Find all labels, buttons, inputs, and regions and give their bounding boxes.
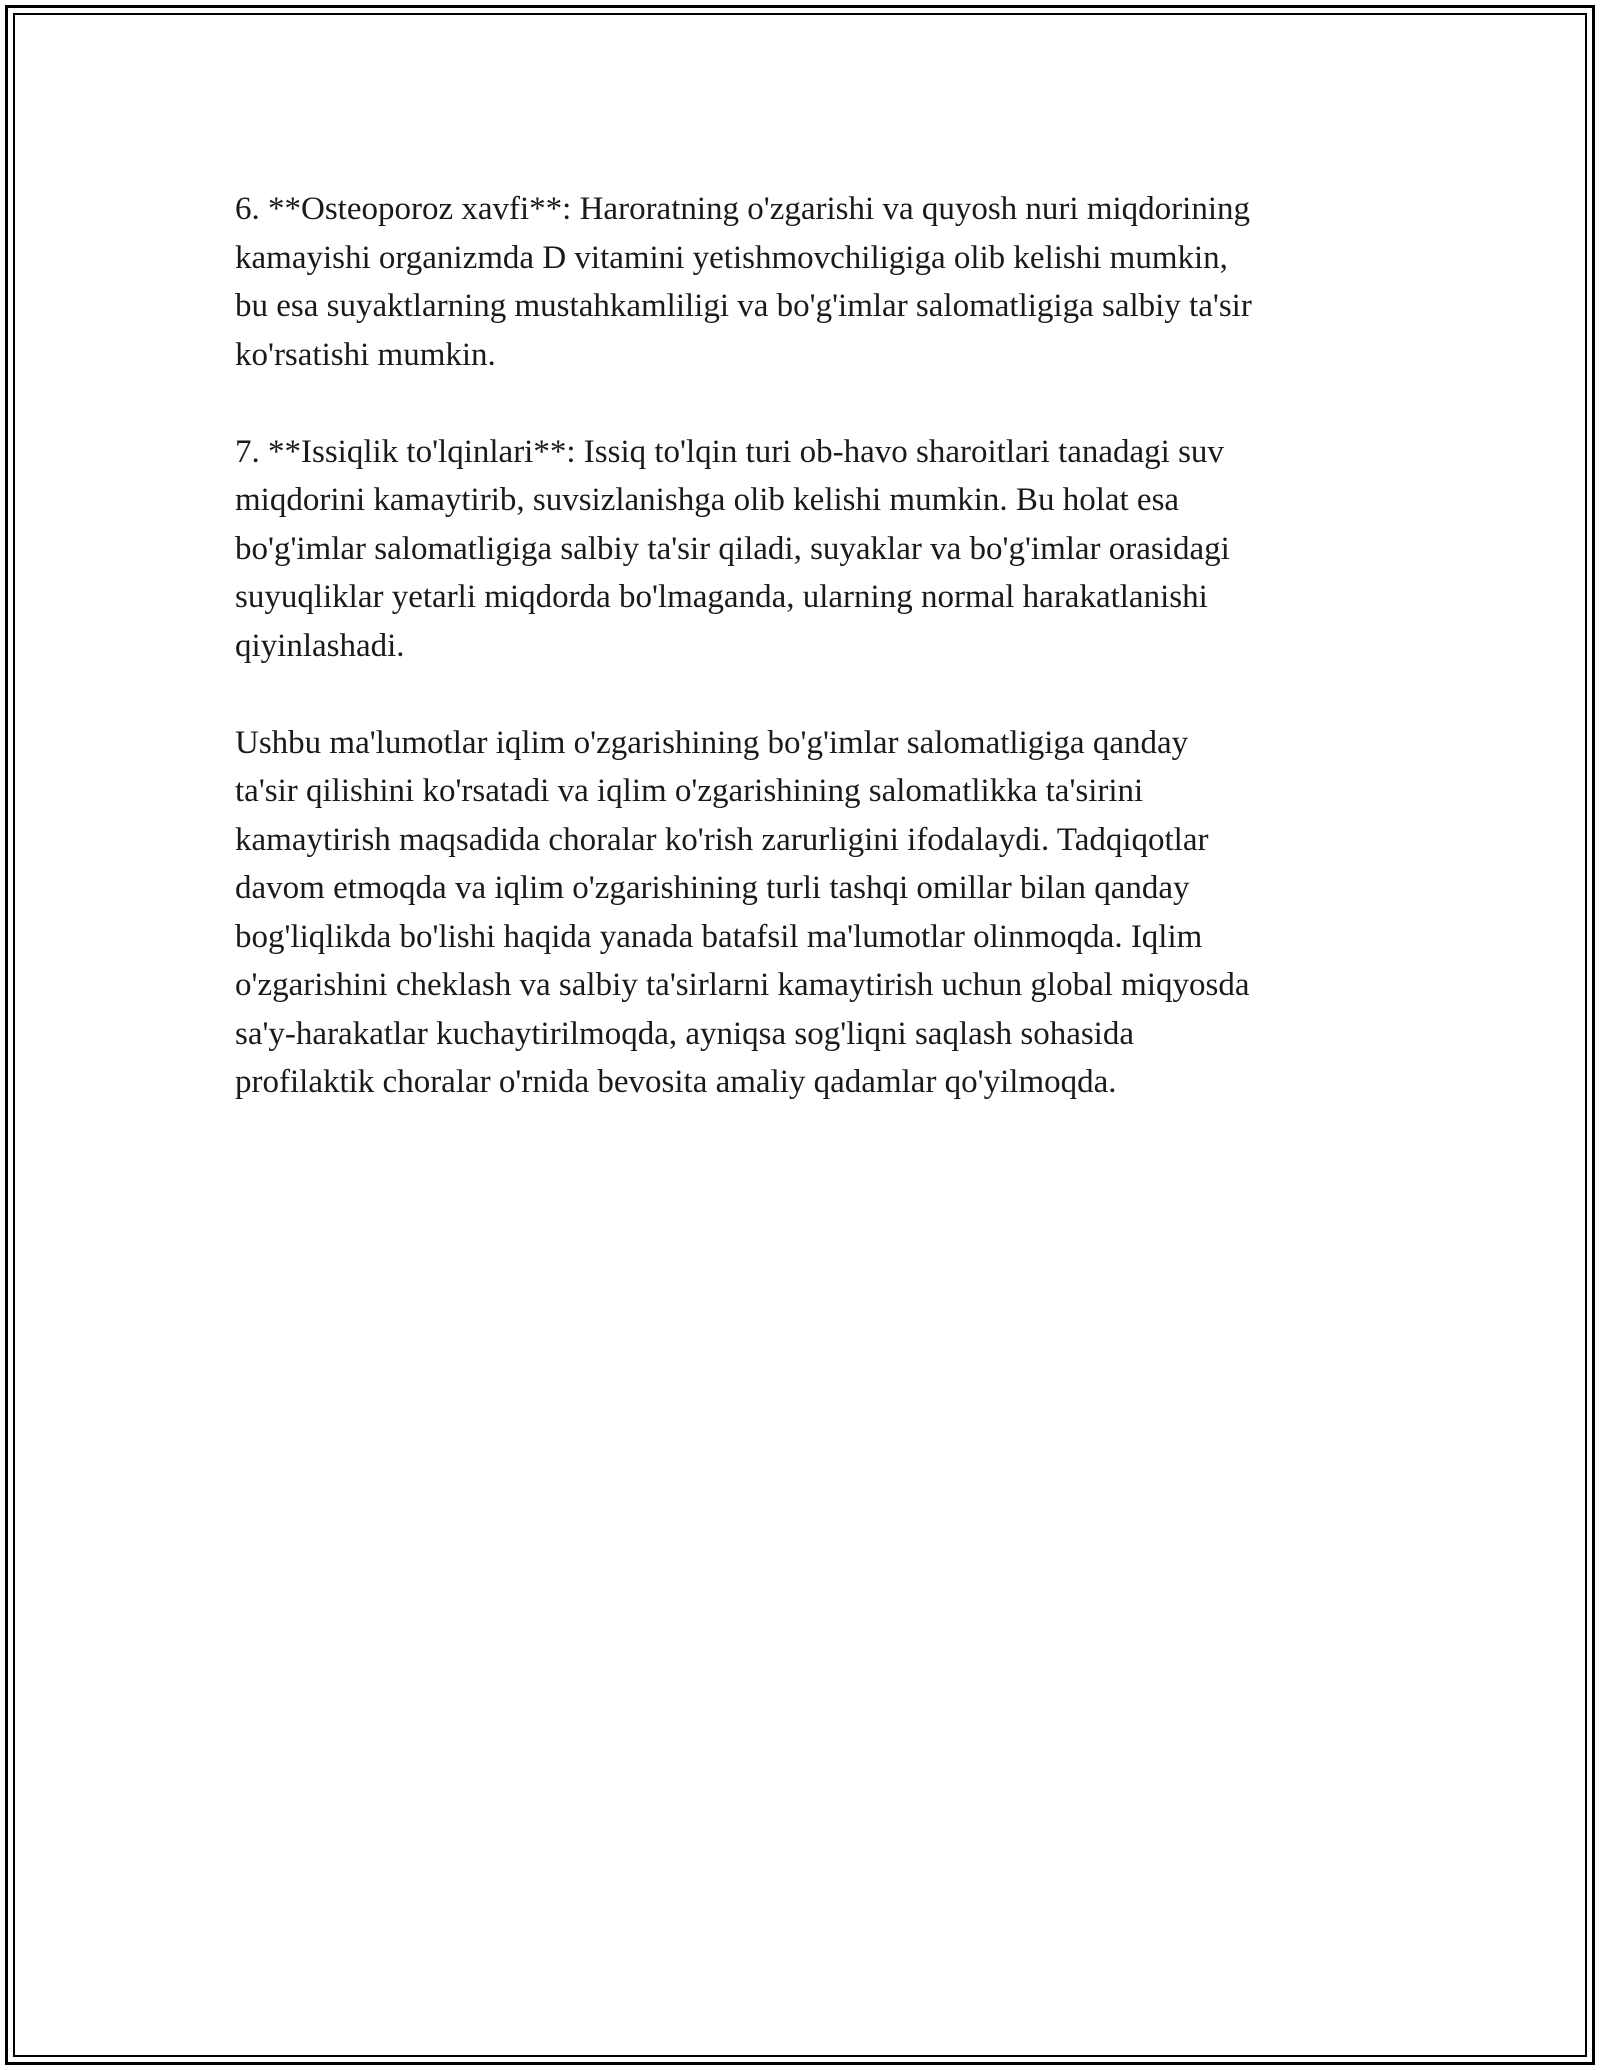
paragraph-conclusion: Ushbu ma'lumotlar iqlim o'zgarishining bo'g'imlar salomatligiga qanday ta'sir qilishini ko'rsatadi va iqlim o'zgarishining salomatlikka ta'sirini kamaytirish maqsadida choralar ko'rish zarurligini ifodalaydi. Tadqiqotlar davom etmoqda va iqlim o'zgarishining turli tashqi omillar bilan qanday bog'liqlikda bo'lishi haqida yanada batafsil ma'lumotlar olinmoqda. Iqlim o'zgarishini cheklash va salbiy ta'sirlarni kamaytirish uchun global miqyosda sa'y-harakatlar kuchaytirilmoqda, ayniqsa sog'liqni saqlash sohasida profilaktik choralar o'rnida bevosita amaliy qadamlar qo'yilmoqda. [235,724,1250,1100]
document-body [235,185,1385,1155]
paragraph-osteoporoz-xavfi: 6. **Osteoporoz xavfi**: Haroratning o'zgarishi va quyosh nuri miqdorining kamayishi organizmda D vitamini yetishmovchiligiga olib kelishi mumkin, bu esa suyaktlarning mustahkamliligi va bo'g'imlar salomatligiga salbiy ta'sir ko'rsatishi mumkin. [235,191,1252,373]
paragraph-issiqlik-tolqinlari: 7. **Issiqlik to'lqinlari**: Issiq to'lqin turi ob-havo sharoitlari tanadagi suv miqdorini kamaytirib, suvsizlanishga olib kelishi mumkin. Bu holat esa bo'g'imlar salomatligiga salbiy ta'sir qiladi, suyaklar va bo'g'imlar orasidagi suyuqliklar yetarli miqdorda bo'lmaganda, ularning normal harakatlanishi qiyinlashadi. [235,433,1230,664]
